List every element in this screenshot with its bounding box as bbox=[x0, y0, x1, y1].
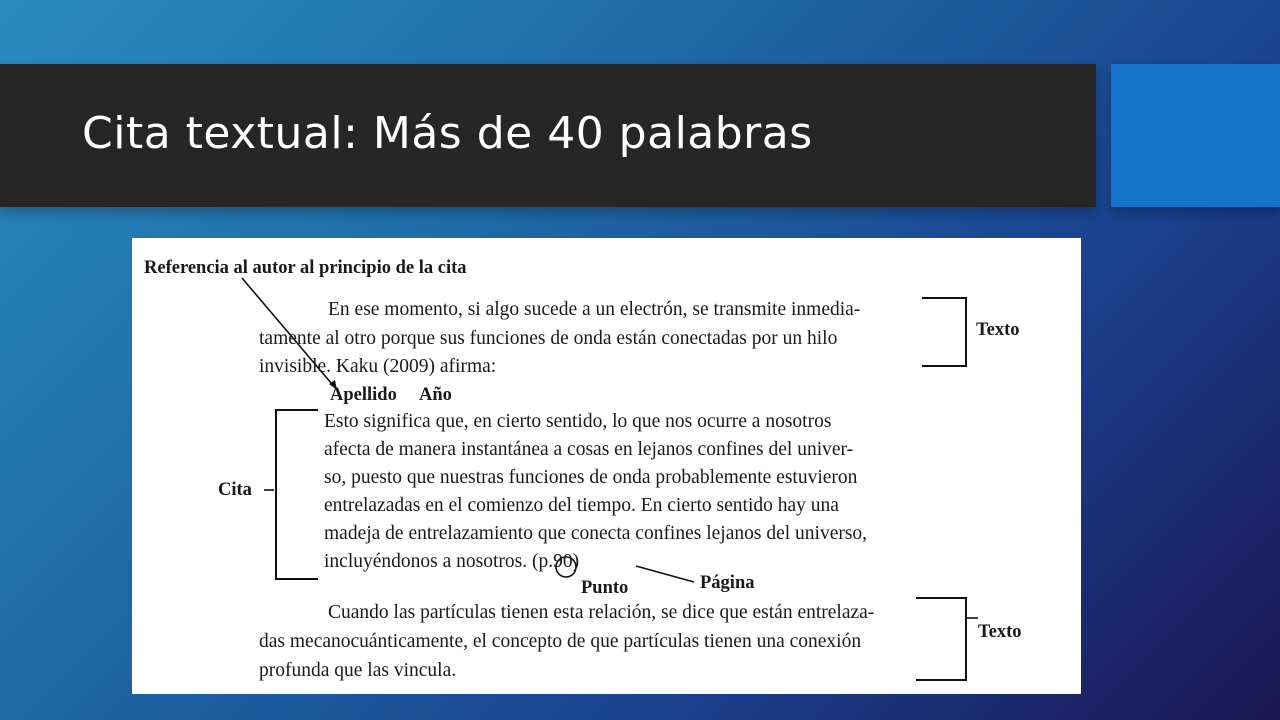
quote-line: entrelazadas en el comienzo del tiempo. En cierto sentido hay una bbox=[324, 495, 839, 516]
punto-label: Punto bbox=[581, 578, 629, 598]
apellido-label: Apellido bbox=[330, 385, 397, 405]
cita-bracket bbox=[276, 410, 318, 579]
figure-heading: Referencia al autor al principio de la cita bbox=[144, 258, 467, 278]
texto-bracket-top bbox=[922, 298, 966, 366]
intro-line: En ese momento, si algo sucede a un electrón, se transmite inmedia- bbox=[328, 299, 861, 320]
outro-line: das mecanocuánticamente, el concepto de que partículas tienen una conexión bbox=[259, 631, 862, 652]
quote-line: so, puesto que nuestras funciones de onda probablemente estuvieron bbox=[324, 467, 858, 488]
accent-box bbox=[1111, 64, 1280, 207]
pagina-label: Página bbox=[700, 573, 755, 593]
slide-title: Cita textual: Más de 40 palabras bbox=[82, 108, 813, 159]
intro-line: tamente al otro porque sus funciones de onda están conectadas por un hilo bbox=[259, 328, 838, 349]
quote-line: Esto significa que, en cierto sentido, lo que nos ocurre a nosotros bbox=[324, 411, 832, 432]
texto-label-bottom: Texto bbox=[978, 622, 1022, 642]
anio-label: Año bbox=[419, 385, 452, 405]
outro-line: profunda que las vincula. bbox=[259, 660, 457, 681]
citation-figure bbox=[132, 238, 1081, 694]
quote-line: afecta de manera instantánea a cosas en lejanos confines del univer- bbox=[324, 439, 854, 460]
intro-line: invisible. Kaku (2009) afirma: bbox=[259, 356, 497, 377]
texto-bracket-bottom bbox=[916, 598, 966, 680]
quote-line: incluyéndonos a nosotros. (p.90) bbox=[324, 551, 580, 572]
outro-line: Cuando las partículas tienen esta relación, se dice que están entrelaza- bbox=[328, 602, 875, 623]
quote-line: madeja de entrelazamiento que conecta confines lejanos del universo, bbox=[324, 523, 868, 544]
cita-label: Cita bbox=[218, 480, 252, 500]
texto-label-top: Texto bbox=[976, 320, 1020, 340]
pagina-pointer-line bbox=[636, 566, 694, 582]
